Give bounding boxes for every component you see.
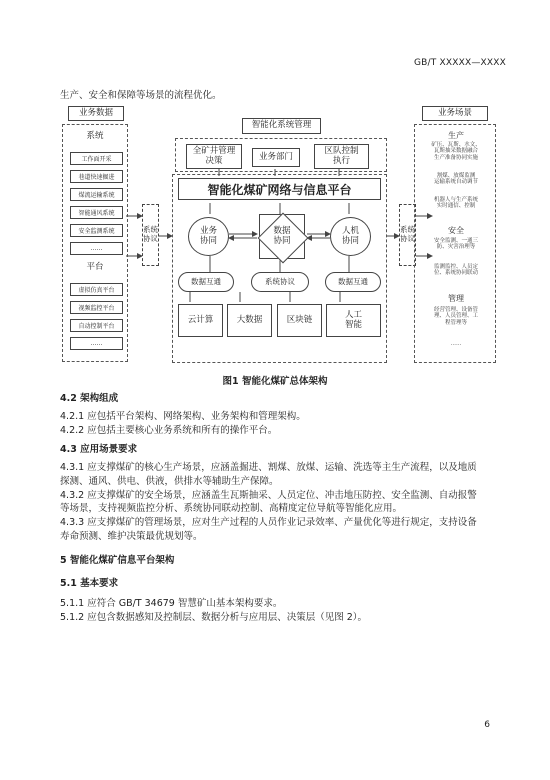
paragraph-line: 5.1.1 应符合 GB/T 34679 智慧矿山基本架构要求。: [60, 598, 283, 610]
platform-item: 虚拟仿真平台: [70, 283, 123, 296]
systems-group-label: 系统: [86, 131, 104, 141]
data-exchange-pill-right: 数据互通: [325, 272, 381, 292]
standard-code: GB/T XXXXX—XXXX: [413, 58, 506, 68]
figure-caption: 图1 智能化煤矿总体架构: [222, 376, 328, 387]
safety-group-label: 安全: [448, 226, 464, 235]
tech-ai: 人工 智能: [326, 304, 381, 337]
left-system-protocol: 系统 协议: [142, 204, 159, 266]
top-box-department: 业务部门: [252, 148, 300, 167]
platform-item: 视频监控平台: [70, 301, 123, 314]
system-item: 智能通风系统: [70, 206, 123, 219]
tech-blockchain: 区块链: [277, 304, 322, 337]
human-machine-coop-node: 人机 协同: [330, 217, 371, 256]
architecture-diagram: [62, 106, 496, 363]
paragraph-line: 5.1.2 应包含数据感知及控制层、数据分析与应用层、决策层（见图 2）。: [60, 611, 368, 623]
paragraph-line: 探测、通风、供电、供液，供排水等辅助生产保障。: [60, 475, 279, 487]
management-item: 经营管理、设备管 理、人员管理、工 程管理等: [433, 307, 478, 326]
system-item: 巷道快速掘进: [70, 170, 123, 183]
tech-cloud: 云计算: [178, 304, 223, 337]
platform-item: ……: [70, 337, 123, 350]
production-item: 割煤、放煤监测 运输系统自动调节: [433, 173, 478, 186]
data-exchange-pill-left: 数据互通: [178, 272, 234, 292]
section-heading: 4.3 应用场景要求: [60, 444, 138, 456]
right-system-protocol: 系统 协议: [399, 204, 416, 266]
management-item: ……: [450, 341, 462, 347]
top-box-decision: 全矿井管理 决策: [186, 144, 242, 169]
management-group-label: 管理: [448, 294, 464, 303]
production-item: 矿压、瓦斯、水文、 瓦斯抽采数据融合 生产准备协同实施: [431, 142, 481, 161]
business-data-title: 业务数据: [68, 106, 124, 121]
paragraph-line: 等场景，支持视频监控分析、系统协同联动控制、高精度定位导航等智能化应用。: [60, 503, 403, 515]
section-heading: 4.2 架构组成: [60, 393, 119, 404]
platforms-group-label: 平台: [86, 262, 104, 272]
business-scenario-title: 业务场景: [422, 106, 488, 121]
safety-item: 安全监测、一通三 防、灾害治理等: [433, 238, 478, 251]
production-item: 机器人与生产系统 实时通信、控制: [433, 197, 478, 210]
paragraph-line: 4.3.3 应支撑煤矿的管理场景，应对生产过程的人员作业记录效率、产量优化等进行规定，支持设备: [60, 517, 477, 529]
page-number: 6: [484, 720, 490, 730]
system-management-title: 智能化系统管理: [242, 118, 321, 134]
data-coop-label: 数据 协同: [273, 225, 291, 246]
system-item: ……: [70, 242, 123, 255]
production-group-label: 生产: [448, 131, 464, 140]
paragraph-line: 寿命预测、维护决策最优规划等。: [60, 530, 203, 542]
system-item: 煤流运输系统: [70, 188, 123, 201]
body-text: [60, 392, 500, 625]
paragraph-line: 4.3.2 应支撑煤矿的安全场景，应涵盖生瓦斯抽采、人员定位、冲击地压防控、安全监测、自动报警: [60, 489, 477, 501]
platform-title: 智能化煤矿网络与信息平台: [178, 178, 381, 200]
system-item: 安全监测系统: [70, 224, 123, 237]
top-box-execution: 区队控制 执行: [314, 144, 369, 169]
business-data-panel: [62, 124, 128, 362]
safety-item: 监测监控、人员定 位、系统协同联动: [433, 264, 478, 277]
paragraph-line: 4.3.1 应支撑煤矿的核心生产场景，应涵盖掘进、割煤、放煤、运输、洗选等主生产流程，以及地质: [60, 462, 477, 474]
system-item: 工作面开采: [70, 152, 123, 165]
paragraph-line: 4.2.2 应包括主要核心业务系统和所有的操作平台。: [60, 424, 278, 436]
business-coop-node: 业务 协同: [188, 217, 229, 256]
business-scenario-panel: [414, 124, 496, 363]
intro-text: 生产、安全和保障等场景的流程优化。: [60, 90, 222, 101]
section-heading: 5.1 基本要求: [60, 578, 119, 590]
paragraph-line: 4.2.1 应包括平台架构、网络架构、业务架构和管理架构。: [60, 410, 306, 422]
chapter-heading: 5 智能化煤矿信息平台架构: [60, 554, 175, 566]
platform-item: 自动控制平台: [70, 319, 123, 332]
system-protocol-pill: 系统协议: [251, 272, 309, 292]
tech-bigdata: 大数据: [227, 304, 272, 337]
data-coop-node: [259, 214, 305, 259]
